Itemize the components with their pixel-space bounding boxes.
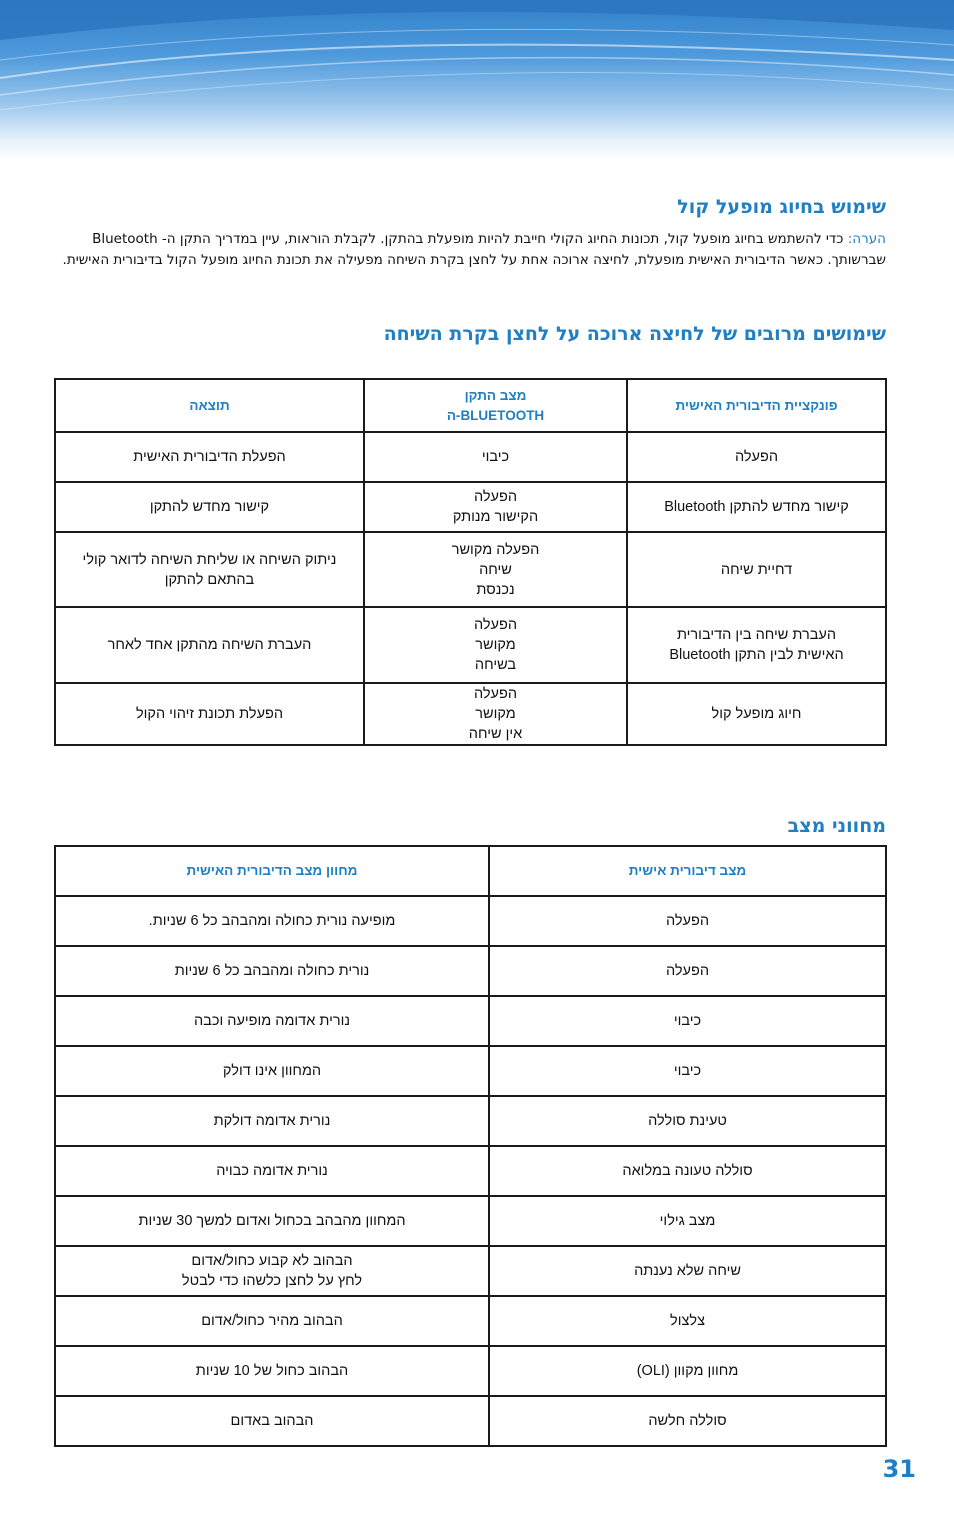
- table-cell: הפעלה: [489, 896, 886, 946]
- table-cell: נורית אדומה מופיעה וכבה: [55, 996, 489, 1046]
- banner-swoosh: [0, 0, 954, 160]
- table-cell: הפעלה מקושר אין שיחה: [364, 683, 627, 745]
- table-cell: סוללה טעונה במלואה: [489, 1146, 886, 1196]
- section-title-status-indicators: מחווני מצב: [787, 815, 886, 837]
- column-header: מצב דיבורית אישית: [489, 846, 886, 896]
- table-cell: הפעלת הדיבורית האישית: [55, 432, 364, 482]
- table-cell: נורית אדומה כבויה: [55, 1146, 489, 1196]
- status-indicators-table: [54, 845, 887, 1447]
- table-cell: חיוג מופעל קול: [627, 683, 886, 745]
- table-cell: מופיעה נורית כחולה ומהבהב כל 6 שניות.: [55, 896, 489, 946]
- table-cell: הבהוב מהיר כחול/אדום: [55, 1296, 489, 1346]
- table-cell: הפעלה מקושר שיחה נכנסת: [364, 532, 627, 607]
- table-cell: הבהוב לא קבוע כחול/אדום לחץ על לחצן כלשהו כדי לבטל: [55, 1246, 489, 1296]
- table-row: [55, 1146, 886, 1196]
- note-label: הערה:: [847, 231, 886, 247]
- table-cell: כיבוי: [489, 1046, 886, 1096]
- table-row: [55, 1096, 886, 1146]
- table-row: [55, 946, 886, 996]
- table-row: [55, 532, 886, 607]
- table-row: [55, 607, 886, 683]
- page-number: 31: [882, 1455, 916, 1483]
- table-header-row: [55, 379, 886, 432]
- table-cell: כיבוי: [489, 996, 886, 1046]
- table-row: [55, 1046, 886, 1096]
- table-cell: כיבוי: [364, 432, 627, 482]
- column-header: מחוון מצב הדיבורית האישית: [55, 846, 489, 896]
- column-header: תוצאה: [55, 379, 364, 432]
- table-cell: קישור מחדש להתקן Bluetooth: [627, 482, 886, 532]
- table-cell: העברת שיחה בין הדיבורית האישית לבין התקן Bluetooth: [627, 607, 886, 683]
- table-cell: העברת השיחה מהתקן אחד לאחר: [55, 607, 364, 683]
- note-text: כדי להשתמש בחיוג מופעל קול, תכונות החיוג הקולי חייבת להיות מופעלת בהתקן. לקבלת הוראות, עיין במדריך התקן ה- Bluetooth שברשותך. כאשר הדיבורית האישית מופעלת, לחיצה ארוכה אחת על לחצן בקרת השיחה מפעילה את תכונת החיוג מופעל הקול בדיבורית האישית.: [62, 231, 886, 268]
- table-cell: שיחה שלא נענתה: [489, 1246, 886, 1296]
- table-cell: טעינת סוללה: [489, 1096, 886, 1146]
- section-title-long-press: שימושים מרובים של לחיצה ארוכה על לחצן בקרת השיחה: [383, 323, 886, 345]
- table-cell: המחוון מהבהב בכחול ואדום למשך 30 שניות: [55, 1196, 489, 1246]
- table-cell: הבהוב באדום: [55, 1396, 489, 1446]
- table-cell: הפעלה מקושר בשיחה: [364, 607, 627, 683]
- table-cell: הפעלה הקישור מנותק: [364, 482, 627, 532]
- table-cell: ניתוק השיחה או שליחת השיחה לדואר קולי בהתאם להתקן: [55, 532, 364, 607]
- section-title-voice-dialing: שימוש בחיוג מופעל קול: [677, 196, 886, 218]
- table-row: [55, 1296, 886, 1346]
- table-row: [55, 996, 886, 1046]
- table-cell: צלצול: [489, 1296, 886, 1346]
- table-row: [55, 1196, 886, 1246]
- table-row: [55, 1346, 886, 1396]
- table-cell: הפעלת תכונת זיהוי הקול: [55, 683, 364, 745]
- voice-dialing-note: [56, 229, 886, 270]
- table-cell: קישור מחדש להתקן: [55, 482, 364, 532]
- table-header-row: [55, 846, 886, 896]
- column-header: מצב התקן BLUETOOTH-ה: [364, 379, 627, 432]
- table-row: [55, 1396, 886, 1446]
- table-cell: הבהוב כחול של 10 שניות: [55, 1346, 489, 1396]
- long-press-table: [54, 378, 887, 746]
- table-cell: הפעלה: [489, 946, 886, 996]
- table-cell: הפעלה: [627, 432, 886, 482]
- table-cell: נורית אדומה דולקת: [55, 1096, 489, 1146]
- table-row: [55, 896, 886, 946]
- column-header: פונקציית הדיבורית האישית: [627, 379, 886, 432]
- table-row: [55, 482, 886, 532]
- table-cell: המחוון אינו דולק: [55, 1046, 489, 1096]
- table-row: [55, 1246, 886, 1296]
- table-cell: מצב גילוי: [489, 1196, 886, 1246]
- table-cell: דחיית שיחה: [627, 532, 886, 607]
- header-banner: [0, 0, 954, 160]
- table-cell: נורית כחולה ומהבהב כל 6 שניות: [55, 946, 489, 996]
- table-cell: מחוון מקוון (OLI): [489, 1346, 886, 1396]
- table-cell: סוללה חלשה: [489, 1396, 886, 1446]
- table-row: [55, 432, 886, 482]
- table-row: [55, 683, 886, 745]
